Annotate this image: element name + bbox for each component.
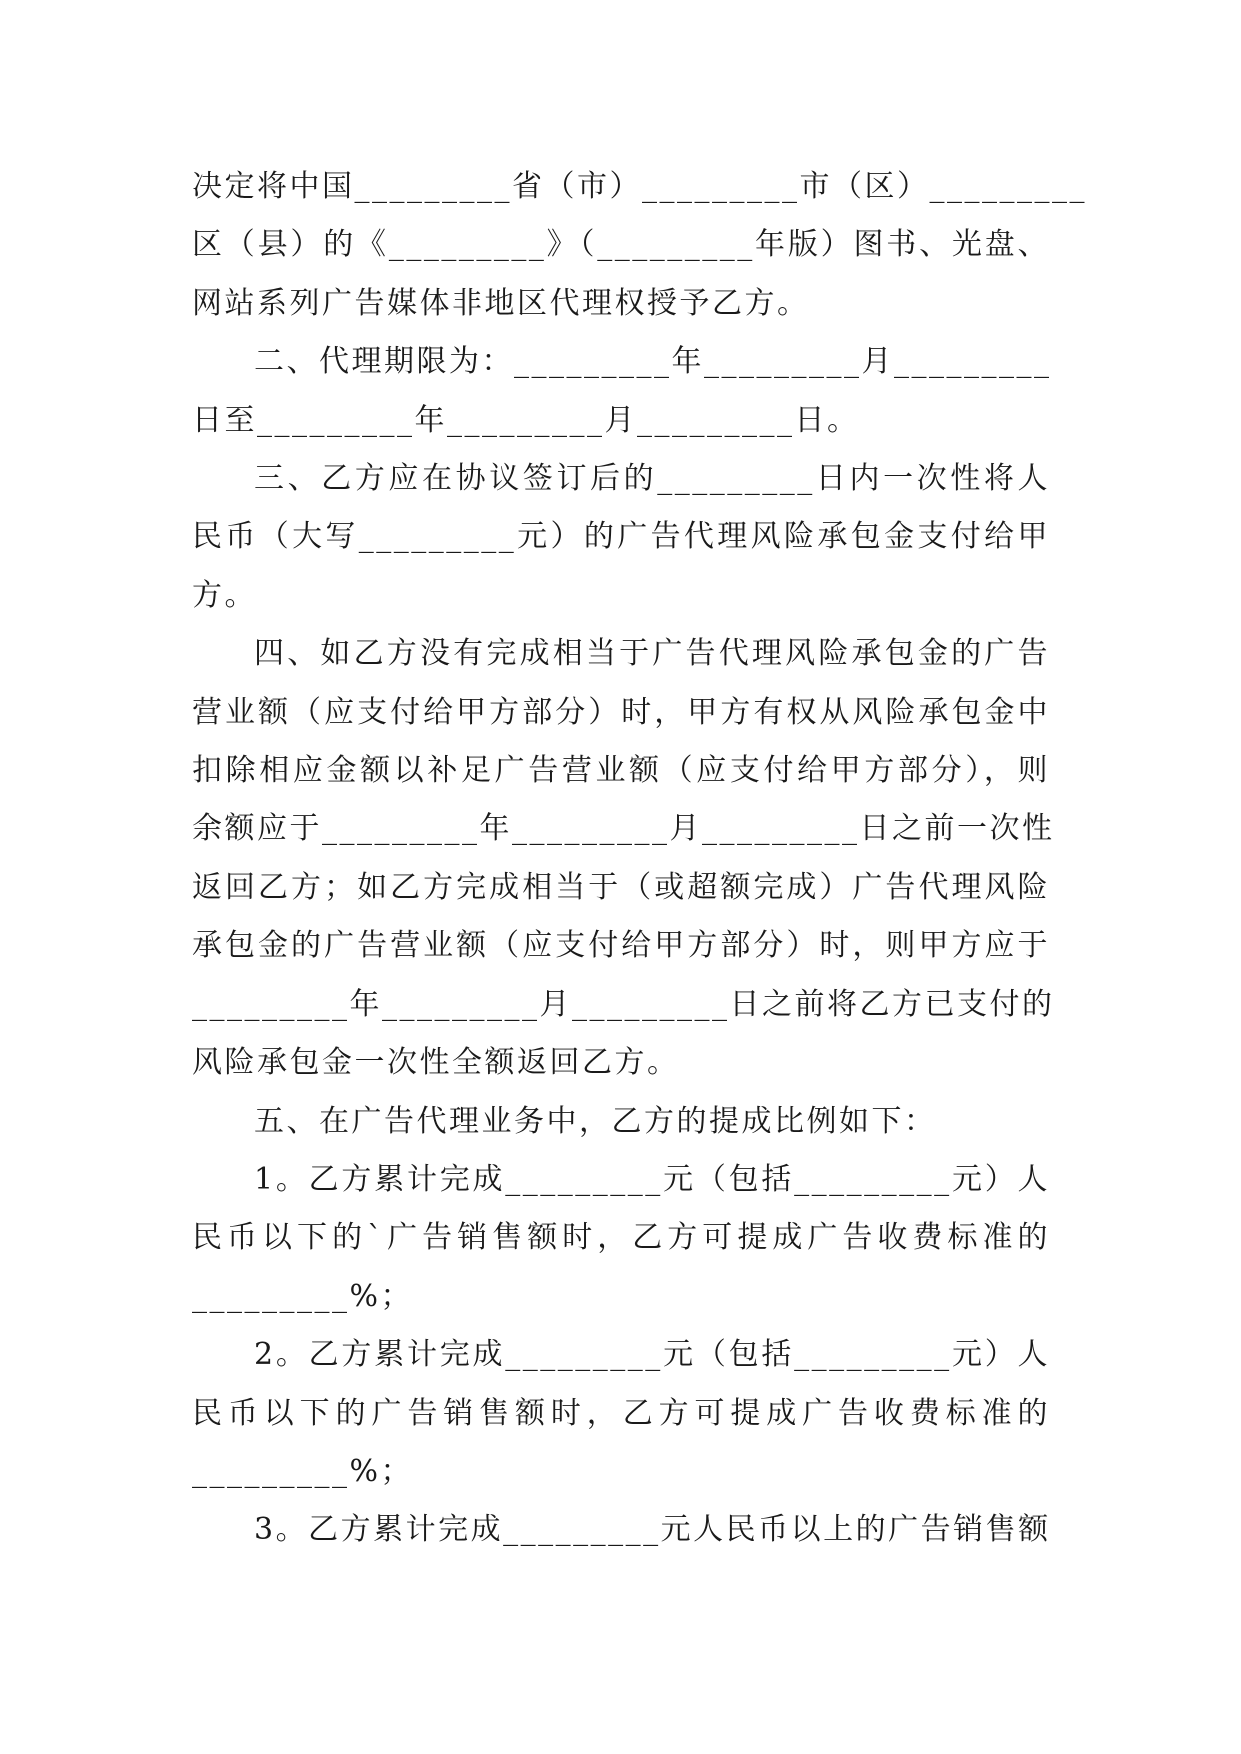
text-line: 风险承包金一次性全额返回乙方。 (192, 1045, 680, 1081)
text-line: 承包金的广告营业额（应支付给甲方部分）时，则甲方应于 (192, 928, 1050, 964)
text-line: 2。乙方累计完成_________元（包括_________元）人 (254, 1337, 1050, 1373)
text-line: 三、乙方应在协议签订后的_________日内一次性将人 (254, 461, 1050, 497)
text-line: 3。乙方累计完成_________元人民币以上的广告销售额 (254, 1512, 1051, 1548)
text-line: 营业额（应支付给甲方部分）时，甲方有权从风险承包金中 (192, 694, 1050, 730)
text-line: 民币（大写_________元）的广告代理风险承包金支付给甲 (192, 519, 1050, 555)
text-line: 日至_________年_________月_________日。 (192, 402, 860, 438)
text-line: _________%； (192, 1453, 414, 1489)
text-line: 余额应于_________年_________月_________日之前一次性 (192, 811, 1055, 847)
text-line: 二、代理期限为：_________年_________月_________ (254, 344, 1052, 380)
text-line: _________%； (192, 1278, 414, 1314)
text-line: 区（县）的《_________》（_________年版）图书、光盘、 (192, 227, 1050, 263)
text-line: 网站系列广告媒体非地区代理权授予乙方。 (192, 285, 810, 321)
text-line: 返回乙方；如乙方完成相当于（或超额完成）广告代理风险 (192, 869, 1050, 905)
document-body (192, 158, 1087, 1560)
text-line: 五、在广告代理业务中，乙方的提成比例如下： (254, 1103, 937, 1139)
text-line: _________年_________月_________日之前将乙方已支付的 (192, 986, 1055, 1022)
text-line: 扣除相应金额以补足广告营业额（应支付给甲方部分），则 (192, 753, 1050, 789)
text-line: 决定将中国_________省（市）_________市（区）_________ (192, 169, 1087, 204)
text-line: 民币以下的广告销售额时，乙方可提成广告收费标准的 (192, 1395, 1050, 1431)
text-line: 1。乙方累计完成_________元（包括_________元）人 (254, 1161, 1050, 1197)
text-line: 民币以下的`广告销售额时，乙方可提成广告收费标准的 (192, 1220, 1050, 1256)
text-line: 方。 (192, 577, 257, 613)
text-line: 四、如乙方没有完成相当于广告代理风险承包金的广告 (254, 636, 1050, 672)
